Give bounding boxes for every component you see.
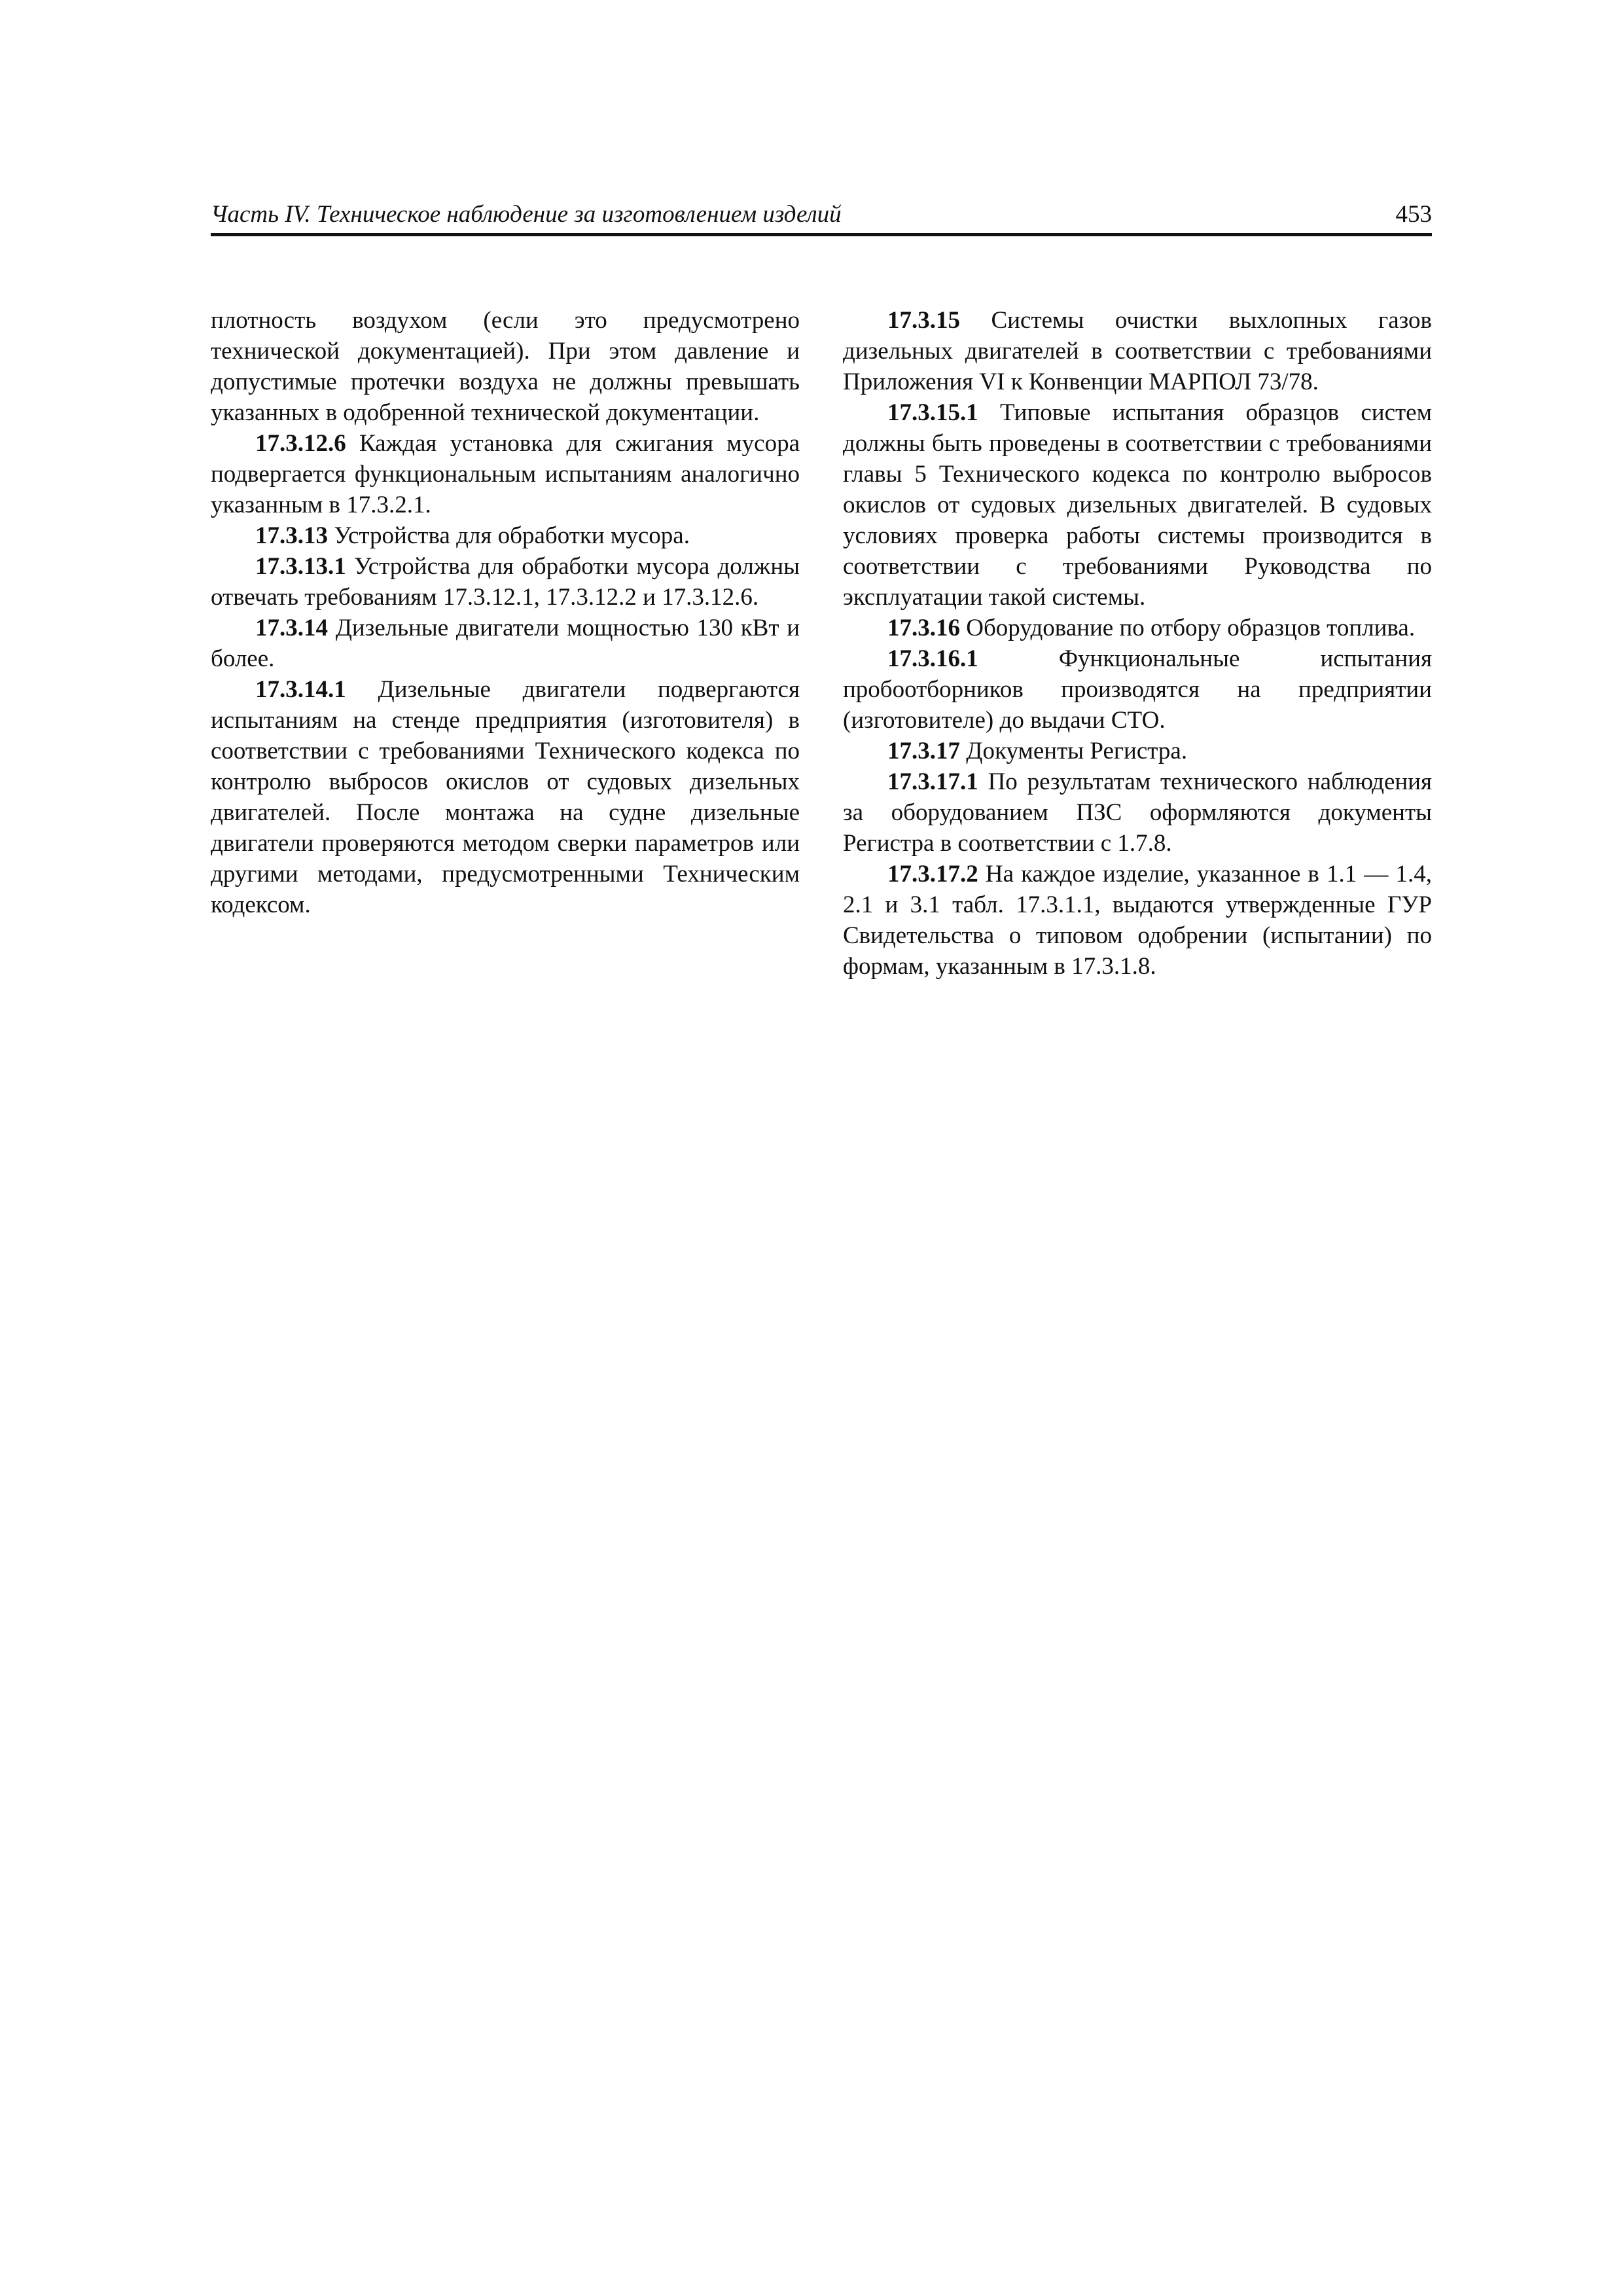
clause-number: 17.3.14.1 — [255, 676, 346, 703]
clause-number: 17.3.16 — [887, 615, 960, 641]
paragraph-text: плотность воздухом (если это предусмотрено технической документацией). При этом давление и допустимые протечки воздуха не должны превышать указанных в одобренной технической документации. — [211, 307, 800, 426]
paragraph — [843, 859, 1432, 982]
clause-number: 17.3.17.2 — [887, 861, 978, 888]
paragraph-text: На каждое изделие, указанное в 1.1 — 1.4, 2.1 и 3.1 табл. 17.3.1.1, выдаются утвержденные ГУР Свидетельства о типовом одобрении (испытании) по формам, указанным в 17.3.1.8. — [843, 861, 1432, 980]
paragraph — [211, 305, 800, 428]
paragraph — [843, 736, 1432, 766]
paragraph-text: Функциональные испытания пробоотборников производятся на предприятии (изготовителе) до выдачи СТО. — [843, 645, 1432, 734]
paragraph-text: Документы Регистра. — [966, 738, 1188, 764]
clause-number: 17.3.17.1 — [887, 768, 978, 795]
running-header — [211, 198, 1432, 236]
clause-number: 17.3.15.1 — [887, 399, 978, 426]
clause-number: 17.3.14 — [255, 615, 328, 641]
paragraph — [843, 397, 1432, 613]
clause-number: 17.3.13 — [255, 522, 328, 549]
paragraph-text: Дизельные двигатели подвергаются испытаниям на стенде предприятия (изготовителя) в соответствии с требованиями Технического кодекса по контролю выбросов окислов от судовых дизельных двигателей. После монтажа на судне дизельные двигатели проверяются методом сверки параметров или другими методами, предусмотренными Техническим кодексом. — [211, 676, 800, 918]
paragraph-text: Системы очистки выхлопных газов дизельных двигателей в соответствии с требованиями Приложения VI к Конвенции МАРПОЛ 73/78. — [843, 307, 1432, 395]
paragraph-text: Типовые испытания образцов систем должны быть проведены в соответствии с требованиями главы 5 Технического кодекса по контролю выбросов окислов от судовых дизельных двигателей. В судовых условиях проверка работы системы производится в соответствии с требованиями Руководства по эксплуатации такой системы. — [843, 399, 1432, 611]
clause-number: 17.3.17 — [887, 738, 960, 764]
paragraph-text: Каждая установка для сжигания мусора подвергается функциональным испытаниям аналогично указанным в 17.3.2.1. — [211, 430, 800, 518]
paragraph — [843, 643, 1432, 736]
clause-number: 17.3.16.1 — [887, 645, 978, 672]
paragraph — [843, 766, 1432, 859]
paragraph — [211, 674, 800, 920]
paragraph-text: Устройства для обработки мусора. — [334, 522, 690, 549]
paragraph-text: Дизельные двигатели мощностью 130 кВт и более. — [211, 615, 800, 672]
right-column — [843, 305, 1432, 982]
paragraph-text: Оборудование по отбору образцов топлива. — [966, 615, 1416, 641]
paragraph — [211, 428, 800, 520]
paragraph — [211, 520, 800, 551]
paragraph-text: По результатам технического наблюдения за оборудованием ПЗС оформляются документы Регистра в соответствии с 1.7.8. — [843, 768, 1432, 857]
clause-number: 17.3.13.1 — [255, 553, 346, 580]
paragraph — [843, 305, 1432, 397]
paragraph-text: Устройства для обработки мусора должны отвечать требованиям 17.3.12.1, 17.3.12.2 и 17.3.12.6. — [211, 553, 800, 611]
clause-number: 17.3.12.6 — [255, 430, 346, 457]
header-title: Часть IV. Техническое наблюдение за изготовлением изделий — [211, 201, 842, 228]
clause-number: 17.3.15 — [887, 307, 960, 334]
paragraph — [211, 613, 800, 674]
left-column — [211, 305, 800, 920]
paragraph — [211, 551, 800, 613]
page-number: 453 — [1395, 201, 1432, 228]
paragraph — [843, 613, 1432, 643]
